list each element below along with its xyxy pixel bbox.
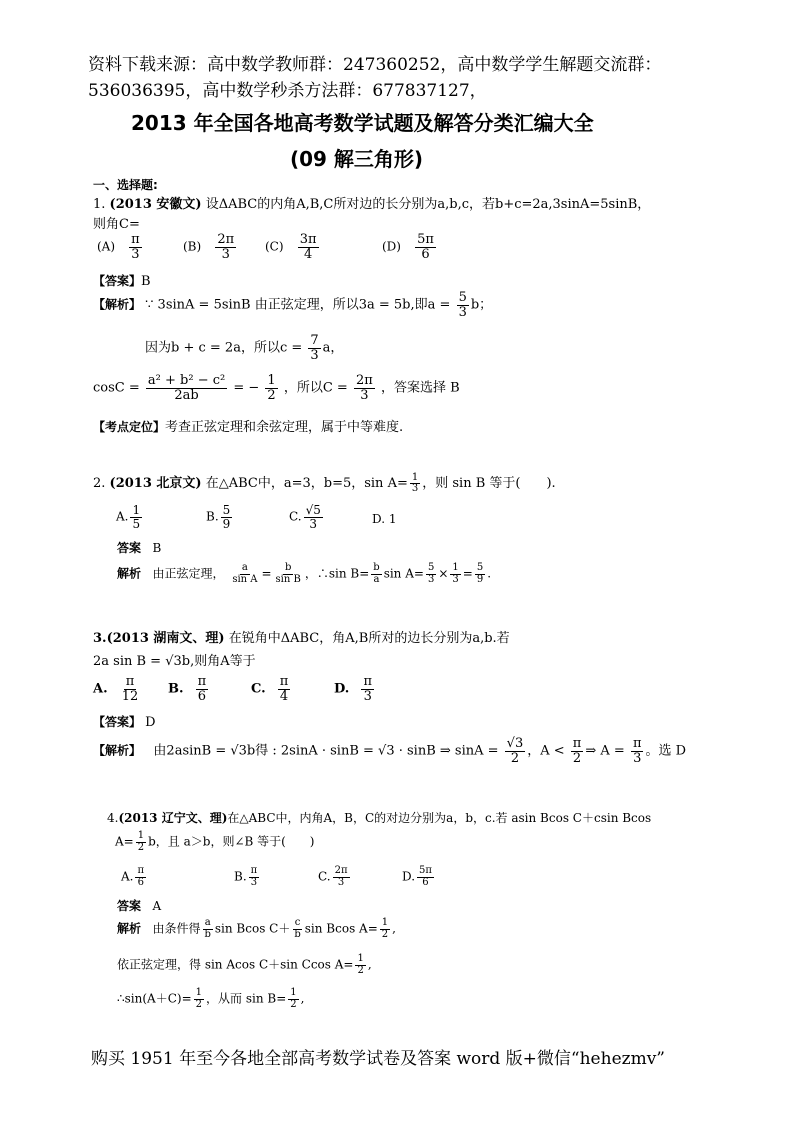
fraction — [278, 675, 291, 703]
text-q2-answer: B — [152, 541, 162, 555]
question-2-answer — [117, 539, 161, 556]
fraction — [129, 233, 142, 261]
text-q2-options-2-d: 3 — [309, 516, 318, 531]
text-q2-options-0-label: A. — [116, 509, 129, 524]
question-1-option-d — [382, 233, 438, 261]
text-q4-sol1-e: , — [392, 921, 396, 936]
text-q1-sol2-n: 7 — [310, 333, 319, 348]
text-q1-options-2-d: 4 — [303, 246, 313, 262]
question-4-answer — [117, 897, 161, 914]
fraction — [571, 737, 584, 765]
question-4-stem — [107, 809, 651, 826]
text-q4-stem-a: 在△ABC中，内角A，B，C的对边分别为a，b，c.若 asin Bcos C＋csin Bcos — [227, 811, 652, 825]
text-q4-stem-b1: A= — [115, 834, 134, 849]
text-q4-sol1-a: 由条件得 — [152, 921, 201, 936]
text-q1-sol1-a: ∵ 3sinA = 5sinB 由正弦定理，所以3a = 5b,即a = — [145, 297, 451, 313]
fraction — [361, 675, 374, 703]
fraction — [631, 737, 644, 765]
text-q1-options-2-label: (C) — [265, 239, 284, 254]
question-3-option-b — [168, 675, 210, 703]
fraction — [333, 866, 350, 888]
text-q1-sol3-d2: 2 — [267, 387, 276, 403]
question-4-option-d — [402, 866, 436, 888]
text-labels-answer-bracket: 【答案】 — [93, 715, 142, 729]
fraction — [215, 233, 236, 261]
text-q4-options-3-d: 6 — [422, 876, 429, 888]
text-q1-options-2-n: 3π — [299, 232, 317, 247]
text-q3-answer: D — [145, 715, 156, 730]
text-q3-options-2-n: π — [279, 674, 289, 689]
text-q2-options-0-d: 5 — [132, 516, 141, 531]
text-q4-sol2-d: 2 — [357, 964, 364, 976]
text-q2-sol-c: sin A= — [383, 566, 424, 581]
text-q4-sol1-n2: c — [294, 917, 301, 928]
text-q3-sol-d3: 3 — [633, 750, 642, 766]
text-q3-sol-d: 。选 D — [645, 743, 687, 759]
text-labels-answer-bracket: 【答案】 — [93, 274, 142, 288]
question-4-solution-1 — [117, 918, 396, 940]
text-q4-sol3-d2: 2 — [290, 998, 297, 1010]
question-3-stem — [93, 627, 510, 646]
question-4-solution-3 — [117, 988, 304, 1010]
fraction — [298, 233, 319, 261]
text-q1-sol1-n: 5 — [458, 290, 467, 305]
text-q4-sol3-b: ，从而 sin B= — [206, 991, 287, 1006]
text-q4-stem-n: 1 — [137, 830, 145, 841]
text-q1-sol1-d: 3 — [458, 304, 467, 320]
text-q3-options-2-d: 4 — [279, 688, 289, 704]
text-q2-sol-x: × — [438, 566, 449, 581]
text-q1-sol3-c: ，所以C = — [283, 380, 348, 396]
text-labels-answer-plain: 答案 — [117, 899, 142, 913]
question-2-option-c — [289, 504, 325, 530]
text-labels-analysis-bracket: 【解析】 — [93, 743, 142, 758]
text-q2-sol-n2: b — [285, 562, 292, 573]
fraction — [292, 918, 302, 940]
question-4-stem-cont — [115, 831, 315, 853]
text-q2-sol-end: . — [487, 566, 492, 581]
text-q1-options-0-n: π — [131, 232, 140, 247]
question-2-option-a — [116, 504, 144, 530]
text-q1-options-1-n: 2π — [217, 232, 235, 247]
fraction — [371, 563, 381, 585]
text-q1-options-3-label: (D) — [382, 239, 401, 254]
question-1-solution-3 — [93, 374, 460, 402]
text-q1-sol2-a: 因为b + c = 2a，所以c = — [145, 340, 303, 356]
text-q4-options-0-label: A. — [121, 869, 134, 884]
text-q4-sol1-n3: 1 — [381, 917, 389, 928]
text-q1-options-3-d: 6 — [421, 246, 430, 262]
page-title: 2013 年全国各地高考数学试题及解答分类汇编大全 — [131, 111, 594, 135]
text-q2-sol-d4: 3 — [427, 573, 435, 585]
fraction — [426, 563, 436, 585]
question-2-solution — [117, 563, 491, 585]
text-q2-options-1-d: 9 — [222, 516, 231, 531]
fraction — [288, 988, 298, 1010]
text-q1-kaodian: 考查正弦定理和余弦定理，属于中等难度. — [165, 420, 404, 435]
text-q1-options-3-n: 5π — [417, 232, 434, 247]
text-q2-sol-n5: 1 — [452, 562, 459, 573]
text-q3-num: 3. — [93, 631, 107, 646]
text-q3-stem-a: 在锐角中ΔABC，角A,B所对的边长分别为a,b.若 — [228, 631, 510, 646]
text-q4-sol1-d3: 2 — [381, 928, 389, 940]
text-q2-sol-d2: sin B — [275, 573, 301, 585]
text-q1-sol3-n3: 2π — [355, 373, 373, 388]
fraction — [415, 233, 436, 261]
text-q1-sol3-e: ，答案选择 B — [380, 380, 460, 396]
question-1-solution-2 — [145, 334, 343, 362]
text-q4-options-1-label: B. — [234, 869, 247, 884]
question-3-solution — [93, 737, 686, 765]
question-3-option-c — [251, 675, 292, 703]
question-1-option-b — [183, 233, 238, 261]
text-q2-sol-eq: = — [261, 566, 272, 581]
question-2-source: (2013 北京文) — [109, 476, 202, 491]
question-4-solution-2 — [117, 954, 372, 976]
text-labels-answer-plain: 答案 — [117, 541, 142, 555]
text-q4-sol2-e: , — [367, 957, 372, 972]
text-q4-options-1-n: π — [250, 865, 258, 876]
text-q3-options-0-d: 12 — [121, 688, 139, 704]
question-1-number: 1. — [93, 197, 106, 212]
text-q3-sol-a: 由2asinB = √3b得 : 2sinA · sinB = √3 · sinB ⇒ sinA = — [153, 743, 499, 759]
fraction — [135, 866, 146, 888]
text-q4-stem-b2: b，且 a＞b，则∠B 等于( ) — [148, 834, 315, 849]
text-q3-sol-n1: √3 — [506, 736, 524, 751]
text-q1-options-1-d: 3 — [221, 246, 230, 262]
fraction — [202, 918, 212, 940]
text-q3-options-3-n: π — [363, 674, 373, 689]
text-q2-sol-eq2: = — [462, 566, 473, 581]
text-q1-options-0-d: 3 — [131, 246, 140, 262]
text-q4-sol1-c: sin Bcos A= — [304, 921, 378, 936]
text-q1-sol3-d: 2ab — [174, 387, 199, 403]
question-1-stem — [93, 193, 650, 212]
text-q2-options-2-n: √5 — [305, 503, 321, 517]
text-q3-options-3-label: D. — [334, 681, 350, 697]
question-1-stem-cont: 则角C= — [93, 217, 140, 232]
fraction — [505, 737, 526, 765]
text-q4-sol2-a: 依正弦定理，得 sin Acos C＋sin Ccos A= — [117, 957, 354, 972]
footer-note: 购买 1951 年至今各地全部高考数学试卷及答案 word 版+微信“hehezmv” — [91, 1049, 665, 1069]
text-q3-sol-n2: π — [572, 736, 582, 751]
text-q3-options-2-label: C. — [251, 681, 266, 697]
text-q3-sol-d1: 2 — [510, 750, 520, 766]
text-q3-sol-b: ，A < — [527, 743, 565, 759]
text-q4-options-0-d: 6 — [137, 876, 144, 888]
header-line-2: 536036395，高中数学秒杀方法群：677837127， — [88, 81, 487, 101]
text-q4-sol2-n: 1 — [357, 953, 364, 964]
fraction — [417, 866, 434, 888]
text-q1-sol1-b: b； — [470, 297, 493, 313]
question-3-source: (2013 湖南文、理) — [106, 631, 225, 646]
question-1-text: 设ΔABC的内角A,B,C所对边的长分别为a,b,c，若b+c=2a,3sinA=5sinB， — [205, 197, 651, 212]
text-q4-sol3-n2: 1 — [290, 987, 297, 998]
fraction — [304, 504, 323, 530]
text-q4-sol3-n: 1 — [195, 987, 203, 998]
text-q4-options-0-n: π — [137, 865, 145, 876]
text-labels-analysis-plain: 解析 — [117, 566, 142, 581]
text-q2-num: 2. — [93, 476, 106, 491]
text-q4-sol1-d2: b — [294, 928, 301, 940]
text-q2-options-3-text: 1 — [388, 512, 397, 526]
fraction — [230, 563, 259, 585]
text-q2-sol-d1: sin A — [232, 573, 258, 585]
fraction — [196, 675, 209, 703]
header-line-1: 资料下载来源：高中数学教师群：247360252，高中数学学生解题交流群： — [88, 55, 662, 75]
text-q2-sol-n4: 5 — [427, 562, 435, 573]
section-heading: 一、选择题: — [93, 178, 158, 192]
question-1-kaodian — [93, 416, 403, 435]
text-q4-sol3-e: , — [300, 991, 305, 1006]
text-q2-sol-n1: a — [241, 562, 248, 573]
question-4-option-b — [234, 866, 261, 888]
text-q4-sol1-d1: b — [204, 928, 211, 940]
question-2-stem — [93, 472, 556, 495]
fraction — [308, 334, 320, 362]
text-q2-stem-d: 3 — [411, 483, 419, 494]
fraction — [221, 504, 233, 530]
text-q4-options-2-n: 2π — [334, 865, 348, 876]
text-q1-sol3-b: = − — [233, 380, 260, 396]
question-2-option-b — [206, 504, 234, 530]
text-q3-options-0-n: π — [125, 674, 135, 689]
text-q4-sol1-b: sin Bcos C＋ — [214, 921, 291, 936]
question-1-option-a — [97, 233, 144, 261]
page-subtitle: (09 解三角形) — [290, 147, 424, 171]
text-q4-sol1-n1: a — [204, 917, 211, 928]
question-3-option-d — [334, 675, 376, 703]
text-q4-answer: A — [152, 899, 162, 913]
question-4-option-c — [318, 866, 352, 888]
fraction — [249, 866, 260, 888]
text-q2-sol-a: 由正弦定理， — [152, 566, 225, 581]
text-q2-options-3-label: D. — [372, 512, 386, 526]
text-q4-stem-d: 2 — [137, 841, 145, 853]
text-q4-options-2-d: 3 — [337, 876, 345, 888]
text-q1-sol3-n: a² + b² − c² — [147, 373, 226, 388]
text-q3-options-1-d: 6 — [197, 688, 207, 704]
question-4-source: (2013 辽宁文、理) — [118, 811, 228, 825]
question-1-answer — [93, 272, 151, 289]
text-q1-sol3-d3: 3 — [360, 387, 369, 403]
fraction — [265, 374, 277, 402]
fraction — [146, 374, 227, 402]
fraction — [274, 563, 303, 585]
text-q2-sol-d3: a — [373, 573, 380, 585]
text-q2-options-1-label: B. — [206, 509, 219, 524]
text-labels-analysis-bracket: 【解析】 — [93, 297, 142, 312]
text-q2-sol-n6: 5 — [476, 562, 484, 573]
text-q4-sol3-a: ∴sin(A＋C)= — [117, 991, 192, 1006]
question-1-source: (2013 安徽文) — [109, 197, 202, 212]
fraction — [355, 954, 365, 976]
text-q2-stem-a: 在△ABC中，a=3，b=5，sin A= — [205, 476, 408, 491]
text-q1-sol2-d: 3 — [310, 347, 319, 363]
text-q2-stem-b: ，则 sin B 等于( ). — [422, 476, 556, 491]
text-q4-options-3-label: D. — [402, 869, 416, 884]
text-q2-stem-n: 1 — [411, 471, 419, 483]
text-q2-options-0-n: 1 — [132, 503, 141, 517]
text-q4-options-1-d: 3 — [250, 876, 258, 888]
text-q3-sol-c: ⇒ A = — [585, 743, 625, 759]
text-q2-options-1-n: 5 — [222, 503, 231, 517]
text-q4-options-2-label: C. — [318, 869, 331, 884]
text-q4-options-3-n: 5π — [419, 865, 432, 876]
text-q2-options-2-label: C. — [289, 509, 302, 524]
text-q2-sol-d6: 9 — [476, 573, 484, 585]
question-1-solution-1 — [93, 291, 492, 319]
text-q1-answer: B — [141, 274, 151, 289]
text-q3-options-0-label: A. — [93, 681, 108, 697]
fraction — [450, 563, 460, 585]
text-q1-sol3-a: cosC = — [93, 380, 140, 396]
fraction — [354, 374, 375, 402]
text-q3-options-1-n: π — [197, 674, 207, 689]
fraction — [120, 675, 141, 703]
text-q1-sol3-n2: 1 — [267, 373, 276, 388]
fraction — [380, 918, 390, 940]
text-q1-options-0-label: (A) — [97, 239, 116, 254]
fraction — [136, 831, 146, 853]
text-labels-analysis-plain: 解析 — [117, 921, 142, 936]
fraction — [457, 291, 469, 319]
text-q3-sol-d2: 2 — [572, 750, 582, 766]
text-q4-sol3-d: 2 — [195, 998, 203, 1010]
text-labels-kaodian: 【考点定位】 — [93, 420, 166, 434]
text-q2-sol-n3: b — [373, 562, 380, 573]
question-3-answer — [93, 713, 156, 730]
text-q3-options-1-label: B. — [168, 681, 184, 697]
fraction — [130, 504, 142, 530]
text-q4-num: 4. — [107, 811, 119, 825]
question-2-option-d — [372, 512, 396, 526]
question-1-option-c — [265, 233, 321, 261]
text-q1-sol2-b: a， — [322, 340, 344, 356]
fraction — [410, 473, 420, 495]
fraction — [475, 563, 485, 585]
question-4-option-a — [121, 866, 148, 888]
text-q1-options-1-label: (B) — [183, 239, 202, 254]
fraction — [194, 988, 204, 1010]
text-q2-sol-b: ，∴sin B= — [304, 566, 370, 581]
text-q3-sol-n3: π — [632, 736, 642, 751]
question-3-stem-cont: 2a sin B = √3b,则角A等于 — [93, 654, 256, 669]
question-3-option-a — [93, 675, 142, 703]
text-q2-sol-d5: 3 — [452, 573, 459, 585]
text-q3-options-3-d: 3 — [363, 688, 372, 704]
